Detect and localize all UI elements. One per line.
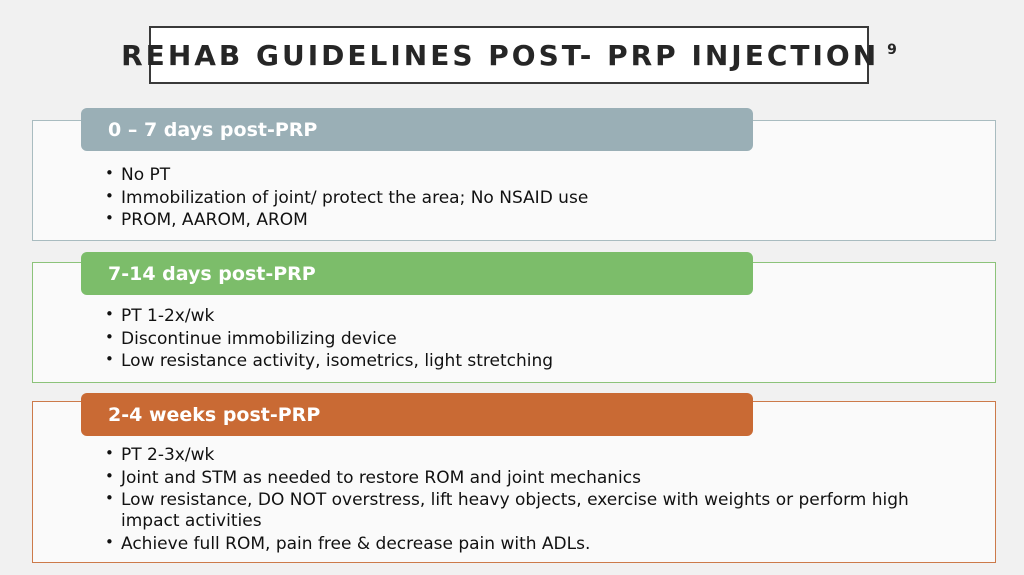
slide-title: REHAB GUIDELINES POST- PRP INJECTION $^9$ <box>121 38 897 72</box>
list-item: • Immobilization of joint/ protect the area; No NSAID use <box>105 188 588 209</box>
section-header-0-7-days <box>81 108 753 151</box>
list-item: • PROM, AAROM, AROM <box>105 210 588 231</box>
section-list-0-7-days <box>105 165 588 233</box>
list-item: • Low resistance activity, isometrics, light stretching <box>105 351 553 372</box>
section-header-7-14-days <box>81 252 753 295</box>
title-superscript: 9 <box>887 42 897 59</box>
slide-title-box <box>121 26 897 84</box>
list-item: • Joint and STM as needed to restore ROM and joint mechanics <box>105 468 921 489</box>
section-list-2-4-weeks <box>105 445 921 556</box>
section-header-label: 0 – 7 days post-PRP <box>108 118 318 141</box>
list-item: • No PT <box>105 165 588 186</box>
section-list-7-14-days <box>105 306 553 374</box>
list-item: • Discontinue immobilizing device <box>105 329 553 350</box>
list-item: • Achieve full ROM, pain free & decrease pain with ADLs. <box>105 534 921 555</box>
section-header-label: 2-4 weeks post-PRP <box>108 403 321 426</box>
list-item: • PT 1-2x/wk <box>105 306 553 327</box>
list-item: • PT 2-3x/wk <box>105 445 921 466</box>
list-item: • Low resistance, DO NOT overstress, lift heavy objects, exercise with weights or perform high impact activities <box>105 490 921 532</box>
section-header-label: 7-14 days post-PRP <box>108 262 316 285</box>
section-header-2-4-weeks <box>81 393 753 436</box>
